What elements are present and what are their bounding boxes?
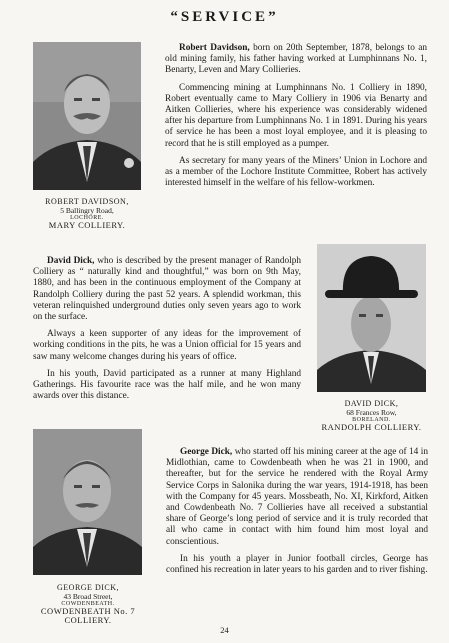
paragraph: In his youth, David participated as a runner at many Highland Gatherings. His favourite race was the half mile, and he won many awards over this distance. <box>33 368 301 402</box>
david-dick-photo <box>317 244 426 392</box>
page-title: “SERVICE” <box>170 9 279 25</box>
robert-davidson-photo <box>33 42 141 190</box>
george-dick-caption <box>33 584 143 626</box>
paragraph: As secretary for many years of the Miners’ Union in Lochore and as a member of the Lochore Institute Committee, Robert has actively interested himself in the welfare of his fellow-workmen. <box>165 155 427 189</box>
robert-davidson-caption <box>29 198 145 230</box>
paragraph-text: who started off his mining career at the age of 14 in Midlothian, came to Cowdenbeath when he was 21 in 1900, and thereafter, but for the service he rendered with the Royal Army Service Corps in Salonika during the war years, 1914-1918, has been with the Company for 45 years. Mossbeath, No. XI, Kirkford, Aitken and Cowdenbeath No. 7 Collieries have all received a substantial share of George’s long period of service and it is truly recorded that all who came in contact with him found him most loyal and conscientious. <box>166 447 428 547</box>
caption-name: DAVID DICK, <box>344 399 399 408</box>
paragraph <box>166 447 428 548</box>
david-dick-caption <box>311 400 432 432</box>
paragraph: Commencing mining at Lumphinnans No. 1 Colliery in 1890, Robert eventually came to Mary Colliery in 1906 via Benarty and Aitken Collieries, where his experience was considerably widened after his departure from Lumphinnans No. 1 in 1891. During his years of service he has been a most loyal employee, and it is pleasing to record that he is still employed as a pumper. <box>165 82 427 149</box>
caption-town: BORELAND. <box>352 416 391 423</box>
paragraph <box>165 43 427 77</box>
caption-colliery: MARY COLLIERY. <box>48 220 126 231</box>
paragraph: Always a keen supporter of any ideas for the improvement of working conditions in the pits, he was a Union official for 15 years and saw many welcome changes during his years of office. <box>33 329 301 362</box>
caption-name: GEORGE DICK, <box>57 583 119 592</box>
paragraph <box>33 256 301 323</box>
caption-colliery: RANDOLPH COLLIERY. <box>321 422 422 433</box>
caption-address: 5 Ballingry Road, <box>60 205 114 215</box>
lead-name: Robert Davidson, <box>179 43 250 53</box>
caption-name: ROBERT DAVIDSON, <box>45 197 129 206</box>
robert-davidson-text <box>165 43 427 195</box>
caption-town: LOCHORE. <box>70 214 104 221</box>
lead-name: George Dick, <box>180 447 233 457</box>
paragraph: In his youth a player in Junior football circles, George has confined his recreation in later years to his garden and to river fishing. <box>166 553 428 576</box>
paragraph-text: who is described by the present manager of Randolph Colliery as “ naturally kind and thoughtful,” was born on 9th May, 1880, and has been in the continuous employment of the Company at Randolph Colliery during the past 52 years. A splendid workman, this veteran relinquished underground duties only seven years ago to work on the surface. <box>33 256 301 323</box>
george-dick-text <box>166 447 428 582</box>
paragraph-text: born on 20th September, 1878, belongs to an old mining family, his father having worked at Lumphinnans No. 1, Benarty, Leven and Mary Collieries. <box>165 43 428 76</box>
david-dick-text <box>33 256 301 408</box>
page-number: 24 <box>220 625 229 635</box>
lead-name: David Dick, <box>47 256 95 266</box>
caption-colliery: COWDENBEATH No. 7 COLLIERY. <box>40 606 136 626</box>
caption-address: 68 Frances Row, <box>346 407 397 417</box>
caption-address: 43 Broad Street, <box>63 591 113 601</box>
george-dick-photo <box>33 429 142 575</box>
caption-town: COWDENBEATH. <box>61 600 115 607</box>
